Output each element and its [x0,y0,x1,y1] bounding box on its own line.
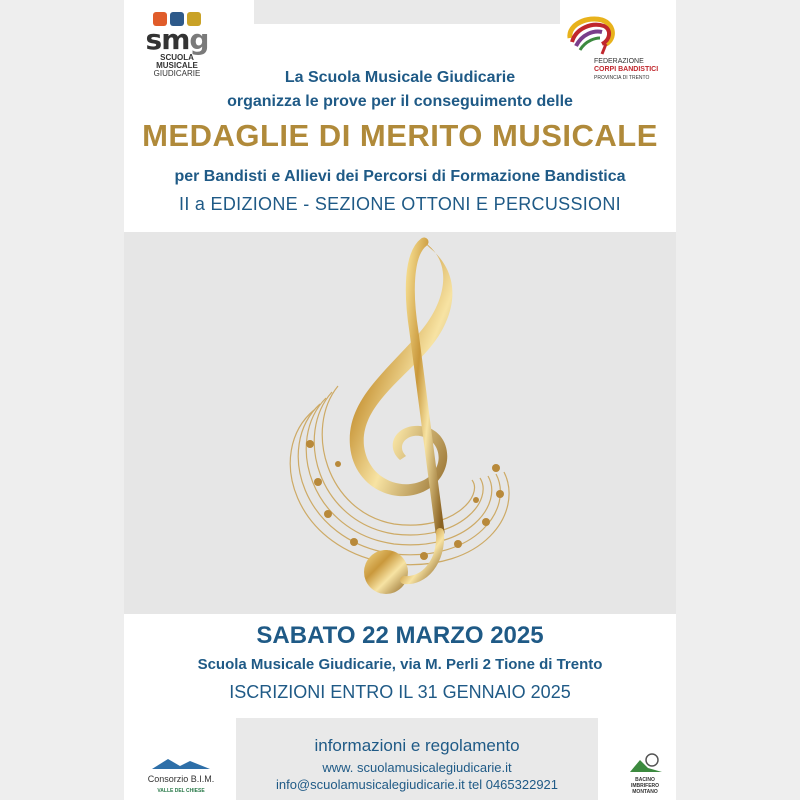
info-contact-link[interactable]: info@scuolamusicalegiudicarie.it tel 0465322921 [275,777,559,792]
subtitle-edition: II a EDIZIONE - SEZIONE OTTONI E PERCUSSIONI [179,194,621,214]
bacino-logo [628,752,662,796]
smg-line1: SCUOLA [160,53,194,62]
mountain-icon [146,757,216,769]
graphic-panel [124,232,676,614]
event-venue: Scuola Musicale Giudicarie, via M. Perli 2 Tione di Trento [197,656,603,673]
smg-line3: GIUDICARIE [153,69,201,78]
bim-line2: VALLE DEL CHIESE [157,788,205,794]
treble-clef-icon [124,232,676,614]
federazione-ring-icon [562,14,618,56]
top-tab [254,0,560,24]
header-line2: organizza le prove per il conseguimento delle [227,93,573,110]
registration-deadline: ISCRIZIONI ENTRO IL 31 GENNAIO 2025 [229,682,571,702]
fed-line3: PROVINCIA DI TRENTO [594,75,650,81]
smg-word-accent: g [189,23,209,56]
wheel-mountain-icon [628,752,662,772]
header-line1: La Scuola Musicale Giudicarie [284,69,516,86]
bacino-line2: IMBRIFERO [630,783,660,789]
fed-line1: FEDERAZIONE [594,58,644,65]
smg-word-main: sm [145,23,190,56]
event-date: SABATO 22 MARZO 2025 [256,622,544,649]
fed-line2: CORPI BANDISTICI [594,66,659,73]
bim-line1: Consorzio B.I.M. [147,774,215,784]
event-title: MEDAGLIE DI MERITO MUSICALE [142,118,658,153]
smg-line2: MUSICALE [156,61,198,70]
poster [124,0,676,800]
info-website-link[interactable]: www. scuolamusicalegiudicarie.it [322,760,512,775]
bim-logo [146,756,216,794]
bacino-line1: BACINO [635,777,655,783]
info-title: informazioni e regolamento [314,736,520,755]
smg-wordmark [142,23,212,56]
bacino-line3: MONTANO [632,789,658,795]
subtitle-audience: per Bandisti e Allievi dei Percorsi di Formazione Bandistica [174,168,626,185]
info-box [236,718,598,800]
